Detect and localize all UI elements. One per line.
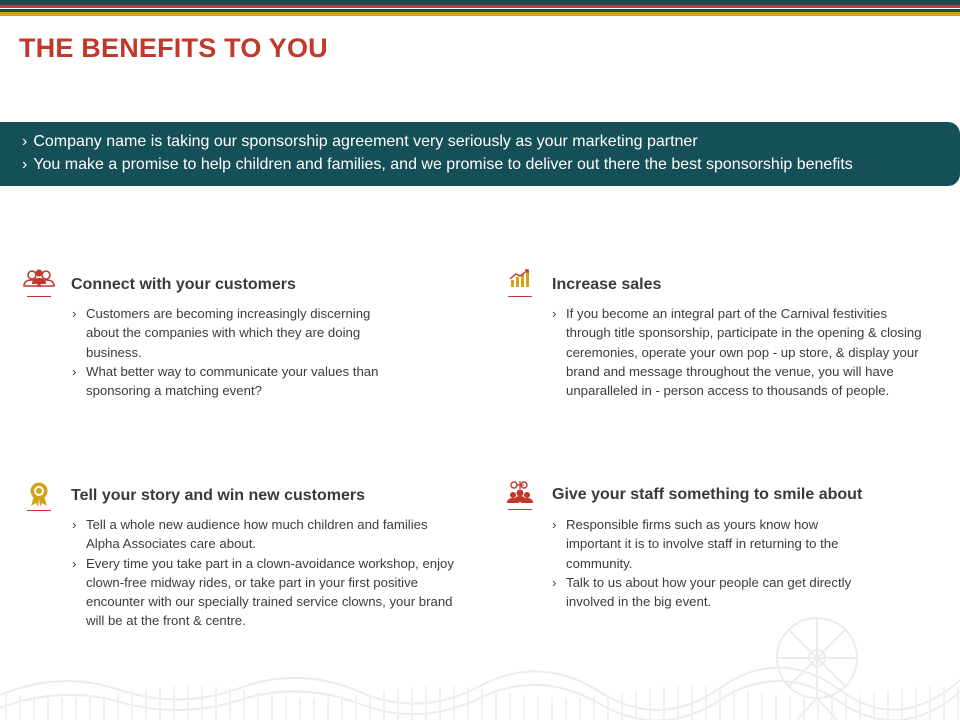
- page-title: THE BENEFITS TO YOU: [19, 33, 328, 63]
- header-stripes: [0, 0, 960, 18]
- card-bullets: [72, 304, 387, 400]
- icon-underline: [27, 510, 51, 511]
- chevron-right-icon: ›: [22, 133, 28, 150]
- list-item: › Talk to us about how your people can get directly involved in the big event.: [552, 573, 862, 612]
- people-group-icon: [21, 268, 57, 296]
- list-item: › If you become an integral part of the Carnival festivities through title sponsorship, participate in the opening & closing ceremonies, operate your own pop - up store, & display your brand and message throughout the venue, you will have unparalleled in - person access to thousands of people.: [552, 304, 932, 400]
- banner-line-2: › You make a promise to help children and families, and we promise to deliver out there the best sponsorship benefits: [22, 156, 853, 173]
- list-item: › Tell a whole new audience how much children and families Alpha Associates care about.: [72, 515, 464, 554]
- icon-underline: [508, 509, 532, 510]
- card-heading: Tell your story and win new customers: [71, 487, 365, 504]
- carnival-background-decoration: [0, 600, 960, 720]
- banner-line-1: › Company name is taking our sponsorship agreement very seriously as your marketing partner: [22, 133, 698, 150]
- growth-chart-icon: [502, 268, 538, 296]
- card-heading: Connect with your customers: [71, 276, 296, 293]
- award-ribbon-icon: [21, 480, 57, 508]
- list-item: › What better way to communicate your values than sponsoring a matching event?: [72, 362, 387, 401]
- card-heading: Give your staff something to smile about: [552, 486, 863, 503]
- icon-underline: [27, 296, 51, 297]
- card-heading: Increase sales: [552, 276, 662, 293]
- list-item: › Customers are becoming increasingly discerning about the companies with which they are doing business.: [72, 304, 387, 362]
- banner: [0, 122, 960, 186]
- card-bullets: [552, 515, 862, 611]
- list-item: › Every time you take part in a clown-avoidance workshop, enjoy clown-free midway rides, or take part in your first positive encounter with our specially trained service clowns, your brand will be at the front & centre.: [72, 554, 464, 631]
- list-item: › Responsible firms such as yours know how important it is to involve staff in returning to the community.: [552, 515, 862, 573]
- team-ideas-icon: [502, 480, 538, 508]
- icon-underline: [508, 296, 532, 297]
- chevron-right-icon: ›: [22, 156, 28, 173]
- card-bullets: [552, 304, 932, 400]
